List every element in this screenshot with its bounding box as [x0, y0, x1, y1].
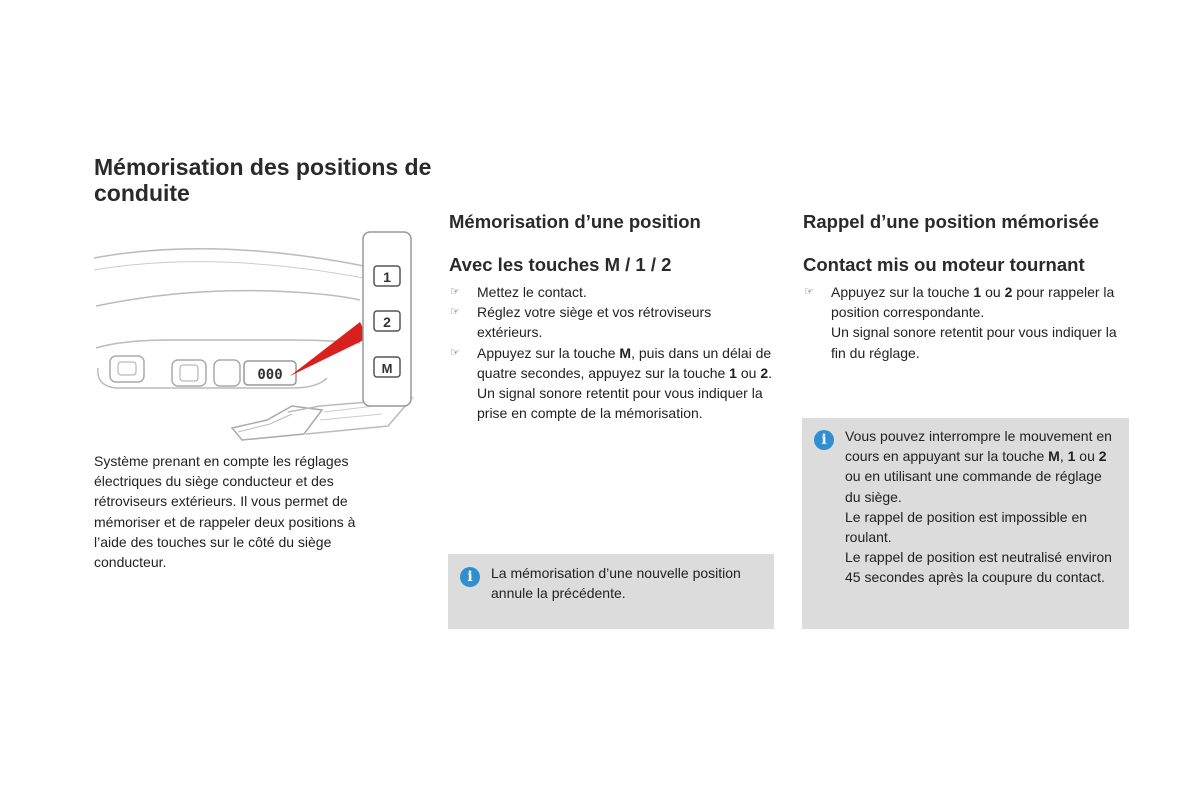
bullet-pointer-icon: ☞ [450, 306, 460, 319]
bullet-pointer-icon: ☞ [804, 286, 814, 298]
rappel-info-text: Vous pouvez interrompre le mouvement en cours en appuyant sur la touche M, 1 ou 2 ou en utilisant une commande de réglage du siège. Le rappel de position est impossible en roulant. Le rappel de position est neutralisé environ 45 secondes après la coupure du contact. [845, 428, 1112, 586]
memorisation-steps [449, 282, 779, 423]
seat-switch-b [214, 360, 240, 386]
list-item: ☞ Appuyez sur la touche M, puis dans un délai de quatre secondes, appuyez sur la touche 1 ou 2. Un signal sonore retentit pour vous indiquer la prise en compte de la mémorisation. [450, 344, 773, 422]
memorisation-info-box [448, 554, 774, 629]
memory-button-1[interactable] [374, 266, 400, 286]
memory-button-1-label: 1 [383, 269, 391, 285]
memorisation-info-text: La mémorisation d’une nouvelle position annule la précédente. [491, 565, 741, 602]
bullet-pointer-icon: ☞ [450, 286, 460, 298]
bullet-pointer-icon: ☞ [450, 346, 460, 359]
rappel-heading: Rappel d’une position mémorisée [803, 211, 1100, 232]
info-icon: i [814, 430, 834, 450]
rappel-steps [803, 282, 1133, 363]
memorisation-heading: Mémorisation d’une position [449, 211, 701, 232]
info-icon: i [460, 567, 480, 587]
list-item: ☞ Réglez votre siège et vos rétroviseurs extérieurs. [450, 304, 712, 341]
seat-switch-a [172, 360, 206, 386]
memory-button-m-label: M [381, 361, 393, 376]
memorisation-subheading: Avec les touches M / 1 / 2 [449, 254, 672, 275]
rappel-subheading: Contact mis ou moteur tournant [803, 254, 1085, 275]
page-title: Mémorisation des positions de conduite [94, 154, 432, 206]
memory-button-m[interactable] [374, 357, 400, 377]
seat-switch-left [110, 356, 144, 382]
red-pointer-arrow [290, 322, 368, 376]
list-item: ☞ Mettez le contact. [449, 282, 779, 302]
list-item: ☞ Appuyez sur la touche 1 ou 2 pour rappeler la position correspondante. Un signal sonore retentit pour vous indiquer la fin du réglage. [804, 284, 1117, 361]
seat-memory-illustration [92, 228, 422, 448]
intro-paragraph: Système prenant en compte les réglages électriques du siège conducteur et des rétroviseurs extérieurs. Il vous permet de mémoriser et de rappeler deux positions à l’aide des touches sur le côté du siège conducteur. [94, 453, 356, 571]
seat-contour [94, 249, 364, 266]
memory-button-2[interactable] [374, 311, 400, 331]
rappel-info-box [802, 418, 1129, 629]
memory-display-text: 000 [257, 367, 283, 383]
memory-button-2-label: 2 [383, 314, 391, 330]
